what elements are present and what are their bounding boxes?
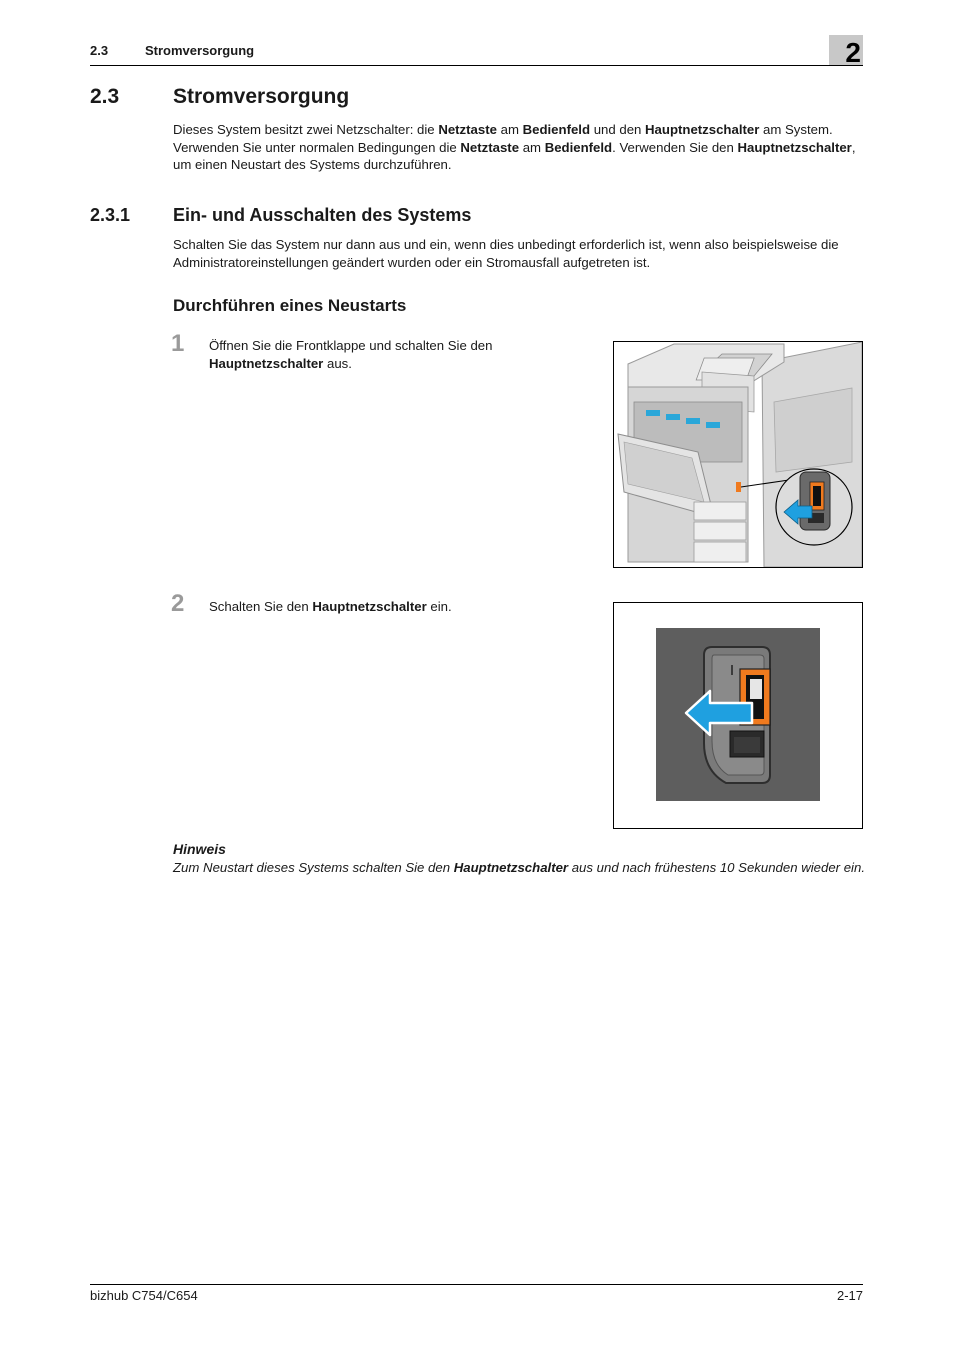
bold-term: Hauptnetzschalter: [453, 860, 569, 875]
bold-term: Hauptnetzschalter: [645, 122, 760, 137]
text-run: am: [496, 122, 523, 137]
text-run: Dieses System besitzt zwei Netzschalter: die: [173, 122, 439, 137]
header-section-title: Stromversorgung: [145, 43, 255, 58]
bold-term: Bedienfeld: [522, 122, 591, 137]
bold-term: Hauptnetzschalter: [737, 139, 852, 155]
text-run: aus.: [323, 356, 352, 371]
bold-term: Netztaste: [438, 122, 497, 137]
section-title: Stromversorgung: [173, 85, 350, 108]
procedure-title: Durchführen eines Neustarts: [173, 296, 407, 315]
step-text: [209, 337, 549, 373]
chapter-number: 2: [845, 37, 861, 68]
text-run: Schalten Sie den: [209, 599, 313, 614]
bold-term: Netztaste: [460, 139, 520, 155]
copier-front-open-image: [614, 342, 862, 567]
bold-term: Hauptnetzschalter: [312, 599, 427, 614]
subsection-number: 2.3.1: [90, 205, 131, 225]
text-run: und den: [590, 122, 646, 137]
text-run: Öffnen Sie die Frontklappe und schalten Sie den: [209, 338, 493, 353]
subsection-text: Schalten Sie das System nur dann aus und ein, wenn dies unbedingt erforderlich ist, wenn also beispielsweise die Administratoreinstellungen geändert wurden oder ein Stromausfall aufgetreten ist.: [173, 237, 839, 270]
step-number: 2: [171, 590, 185, 617]
bold-term: Bedienfeld: [544, 139, 613, 155]
text-run: am System. Verwenden Sie unter normalen Bedingungen die: [173, 122, 833, 155]
footer-product: bizhub C754/C654: [90, 1288, 198, 1303]
bold-term: Hauptnetzschalter: [209, 356, 324, 371]
footer-page-number: 2-17: [836, 1288, 863, 1303]
step-number: 1: [171, 330, 185, 357]
note-heading: Hinweis: [173, 841, 226, 857]
header-rule: [90, 65, 863, 66]
subsection-title: Ein- und Ausschalten des Systems: [173, 205, 472, 225]
subsection-heading: [90, 205, 472, 226]
section-intro: [173, 121, 863, 174]
note-text: [173, 860, 868, 877]
text-run: am: [519, 139, 545, 155]
section-number: 2.3: [90, 85, 120, 108]
text-run: Zum Neustart dieses Systems schalten Sie den: [173, 860, 454, 875]
step-text: [209, 598, 549, 616]
text-run: aus und nach frühestens 10 Sekunden wieder ein.: [568, 860, 865, 875]
header-section-number: 2.3: [90, 43, 109, 58]
section-heading: [90, 85, 350, 109]
text-run: . Verwenden Sie den: [612, 139, 738, 155]
machine-illustration: [613, 341, 863, 568]
text-run: ein.: [426, 599, 452, 614]
main-power-switch-image: [614, 603, 862, 828]
footer-rule: [90, 1284, 863, 1285]
text-run: , um einen Neustart des Systems durchzuführen.: [173, 139, 856, 172]
switch-illustration: [613, 602, 863, 829]
chapter-tab: [829, 35, 863, 68]
